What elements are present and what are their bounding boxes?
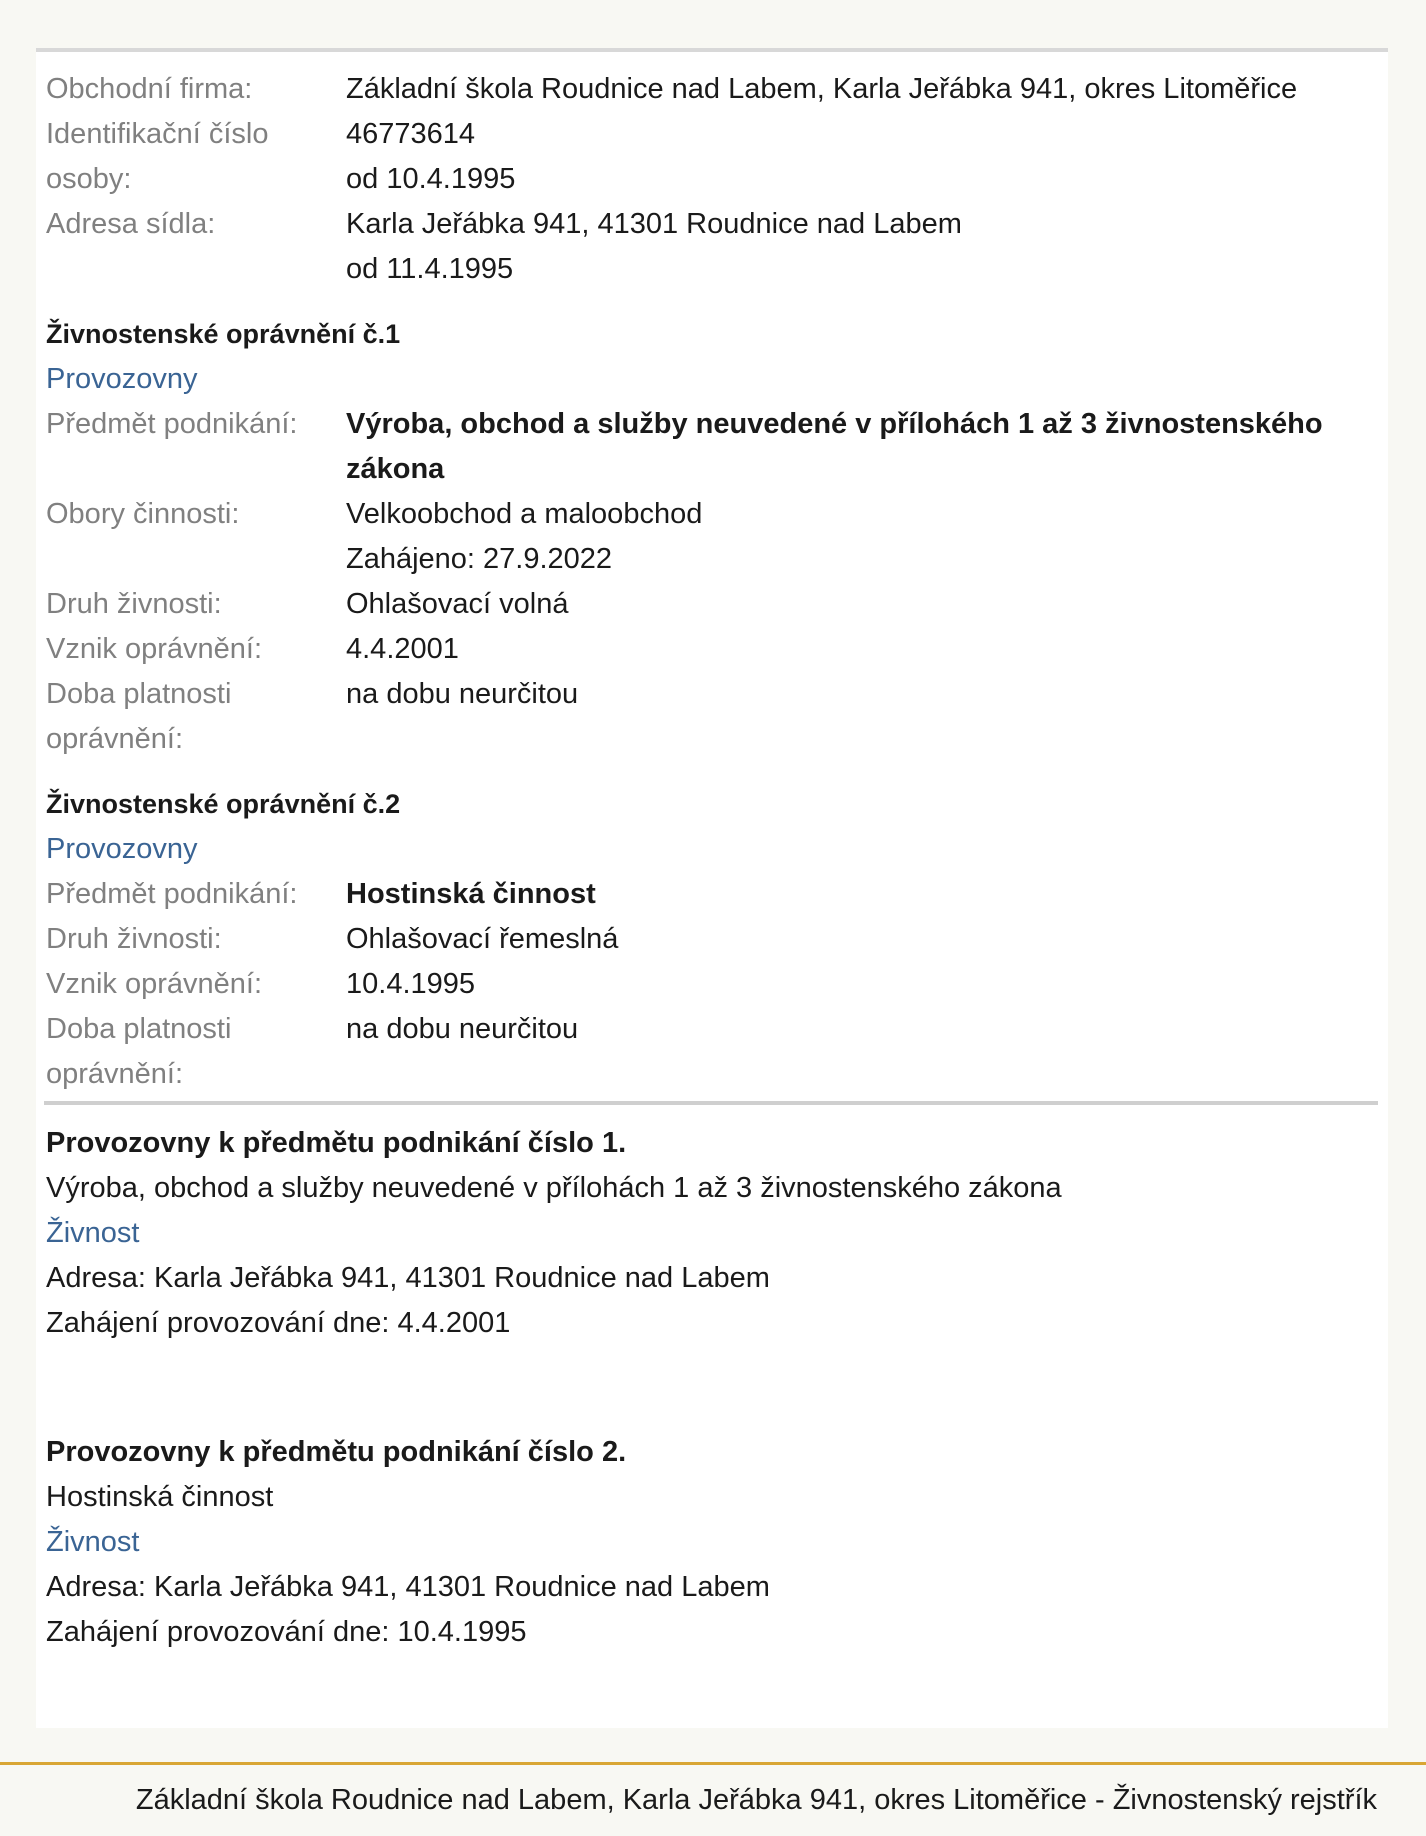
footer-divider <box>0 1762 1426 1765</box>
licence-2-kind-row <box>46 917 1378 962</box>
address-label: Adresa sídla: <box>46 208 216 240</box>
licence-1-origin-label: Vznik oprávnění: <box>46 633 263 665</box>
id-since: od 10.4.1995 <box>346 163 516 195</box>
licence-2-subject-row <box>46 872 1378 917</box>
licence-2-origin-label: Vznik oprávnění: <box>46 968 263 1000</box>
premises-2-trade-link[interactable]: Živnost <box>46 1526 140 1558</box>
licence-2-origin-value: 10.4.1995 <box>346 968 476 1000</box>
firm-label: Obchodní firma: <box>46 73 253 105</box>
licence-1-kind-row <box>46 582 1378 627</box>
licence-2-validity-label-line1: Doba platnosti <box>46 1013 232 1045</box>
licence-1-validity-label-line1: Doba platnosti <box>46 678 232 710</box>
address-since: od 11.4.1995 <box>346 253 514 285</box>
licence-1-validity-row <box>46 672 1378 762</box>
licence-2-validity-row <box>46 1007 1378 1097</box>
id-value-block <box>346 112 1378 202</box>
licence-1-title: Živnostenské oprávnění č.1 <box>46 319 401 349</box>
premises-2-title: Provozovny k předmětu podnikání číslo 2. <box>46 1436 627 1468</box>
premises-2-start: Zahájení provozování dne: 10.4.1995 <box>46 1616 527 1648</box>
licence-2-title: Živnostenské oprávnění č.2 <box>46 789 401 819</box>
licence-1-validity-label <box>46 672 346 762</box>
licence-2-subject-value: Hostinská činnost <box>346 878 596 910</box>
licence-1-kind-value: Ohlašovací volná <box>346 588 569 620</box>
address-value: Karla Jeřábka 941, 41301 Roudnice nad Labem <box>346 208 962 240</box>
address-row <box>46 202 1378 292</box>
premises-2-block <box>46 1430 1378 1655</box>
premises-1-address: Adresa: Karla Jeřábka 941, 41301 Roudnice nad Labem <box>46 1262 770 1294</box>
id-label <box>46 112 346 202</box>
licence-1-validity-value: na dobu neurčitou <box>346 678 579 710</box>
address-value-block <box>346 202 1378 292</box>
licence-1-subject-label: Předmět podnikání: <box>46 408 298 440</box>
footer-text: Základní škola Roudnice nad Labem, Karla Jeřábka 941, okres Litoměřice - Živnostenský rejstřík <box>135 1784 1377 1816</box>
licence-1-validity-label-line2: oprávnění: <box>46 723 184 755</box>
id-value: 46773614 <box>346 118 476 150</box>
licence-1-origin-value: 4.4.2001 <box>346 633 459 665</box>
licence-2-validity-label <box>46 1007 346 1097</box>
licence-1-fields-value: Velkoobchod a maloobchod <box>346 498 703 530</box>
licence-1-premises-link[interactable]: Provozovny <box>46 363 198 395</box>
licence-2-origin-row <box>46 962 1378 1007</box>
licence-1-fields-label: Obory činnosti: <box>46 498 240 530</box>
id-label-line2: osoby: <box>46 163 132 195</box>
licence-1-fields-row <box>46 492 1378 582</box>
licence-1-origin-row <box>46 627 1378 672</box>
licence-2-validity-label-line2: oprávnění: <box>46 1058 184 1090</box>
firm-row <box>46 67 1378 112</box>
licence-1-fields-block <box>346 492 1378 582</box>
licence-1-subject-value: Výroba, obchod a služby neuvedené v přílohách 1 až 3 živnostenského zákona <box>346 408 1323 485</box>
licence-2-subject-label: Předmět podnikání: <box>46 878 298 910</box>
record-panel <box>36 48 1388 1728</box>
licence-1-fields-started: Zahájeno: 27.9.2022 <box>346 543 613 575</box>
id-row <box>46 112 1378 202</box>
section-divider <box>44 1101 1378 1105</box>
licence-1-kind-label: Druh živnosti: <box>46 588 222 620</box>
premises-1-start: Zahájení provozování dne: 4.4.2001 <box>46 1307 511 1339</box>
licence-2-kind-value: Ohlašovací řemeslná <box>346 923 619 955</box>
id-label-line1: Identifikační číslo <box>46 118 269 150</box>
licence-2-kind-label: Druh živnosti: <box>46 923 222 955</box>
firm-value: Základní škola Roudnice nad Labem, Karla Jeřábka 941, okres Litoměřice <box>346 73 1298 105</box>
licence-2-validity-value: na dobu neurčitou <box>346 1013 579 1045</box>
licence-2-premises-link[interactable]: Provozovny <box>46 833 198 865</box>
premises-1-subject: Výroba, obchod a služby neuvedené v přílohách 1 až 3 živnostenského zákona <box>46 1172 1062 1204</box>
premises-1-trade-link[interactable]: Živnost <box>46 1217 140 1249</box>
licence-1-subject-row <box>46 402 1378 492</box>
premises-2-address: Adresa: Karla Jeřábka 941, 41301 Roudnice nad Labem <box>46 1571 770 1603</box>
premises-1-title: Provozovny k předmětu podnikání číslo 1. <box>46 1127 627 1159</box>
premises-2-subject: Hostinská činnost <box>46 1481 274 1513</box>
